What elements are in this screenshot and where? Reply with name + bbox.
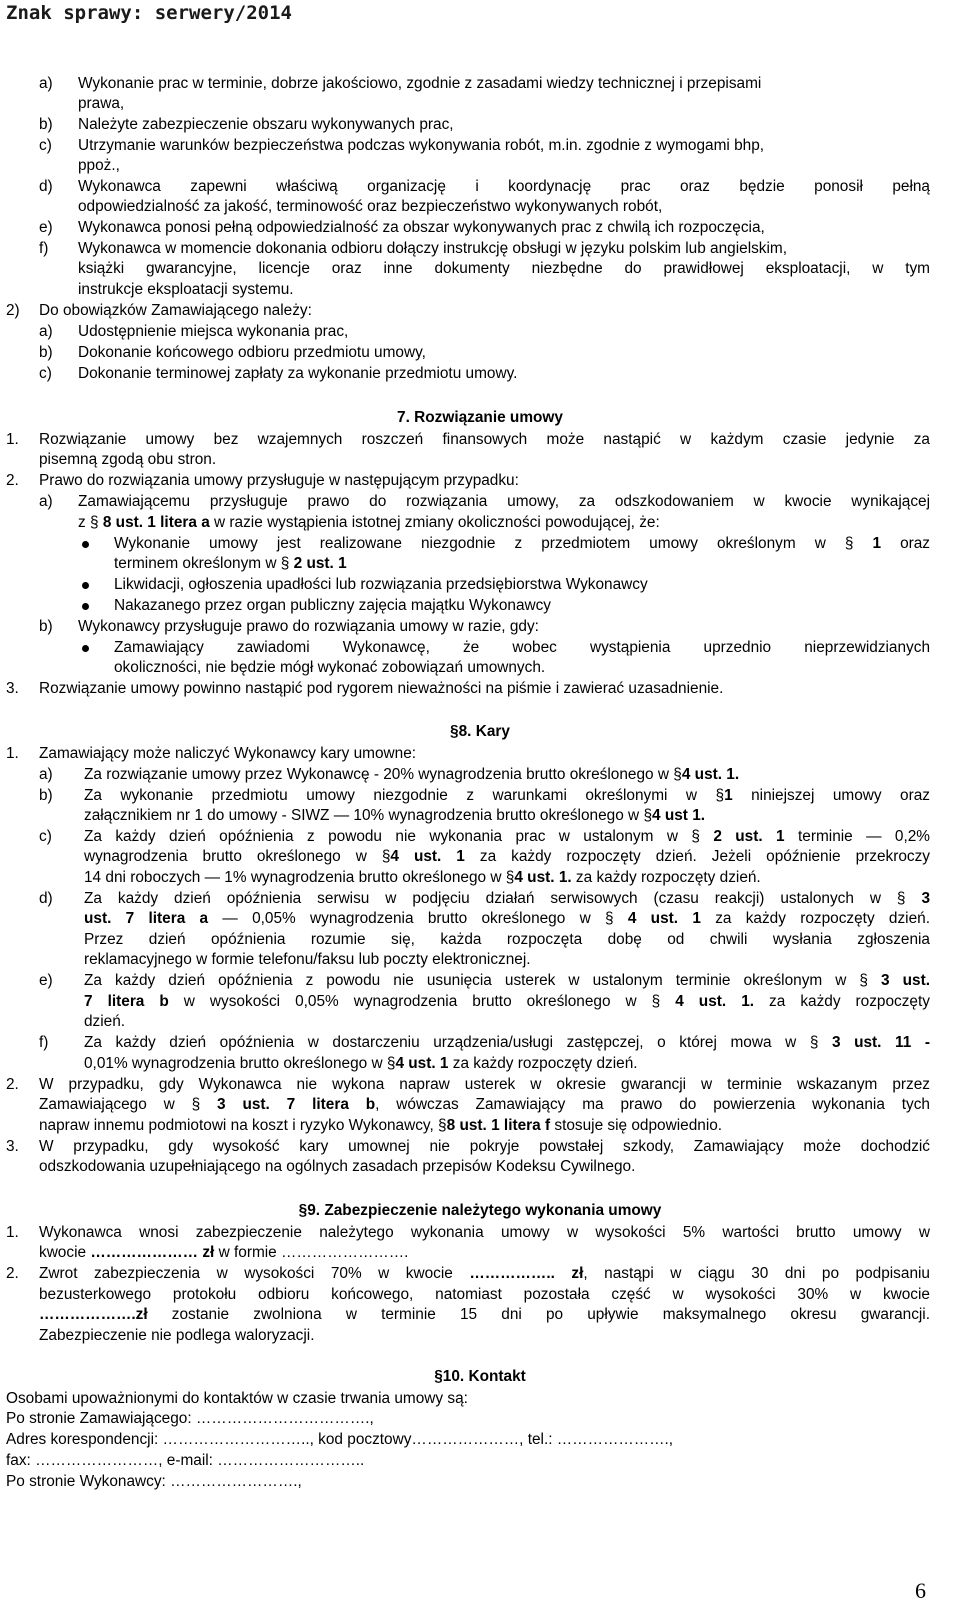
line: odpowiedzialność za jakość, terminowość oraz bezpieczeństwo wykonywanych robót, xyxy=(78,198,663,215)
label-3: 3. xyxy=(6,680,19,697)
line: 7 litera b w wysokości 0,05% wynagrodzenia brutto określonego w § 4 ust. 1. za każdy rozpoczęty xyxy=(84,993,930,1010)
label-b: b) xyxy=(39,787,53,804)
label-b: b) xyxy=(39,618,53,635)
line: odszkodowania uzupełniającego na ogólnych zasadach przepisów Kodeksu Cywilnego. xyxy=(39,1158,636,1175)
bullet-icon xyxy=(82,582,89,589)
line: z § 8 ust. 1 litera a w razie wystąpienia istotnej zmiany okoliczności powodującej, że: xyxy=(78,514,660,531)
line: Likwidacji, ogłoszenia upadłości lub rozwiązania przedsiębiorstwa Wykonawcy xyxy=(114,576,648,593)
label-b: b) xyxy=(39,116,53,133)
line: W przypadku, gdy Wykonawca nie wykona napraw usterek w okresie gwarancji w terminie wskazanym przez xyxy=(39,1076,930,1093)
line: Nakazanego przez organ publiczny zajęcia majątku Wykonawcy xyxy=(114,597,552,614)
label-1: 1. xyxy=(6,1224,19,1241)
line: W przypadku, gdy wysokość kary umownej nie pokryje powstałej szkody, Zamawiający może dochodzić xyxy=(39,1138,930,1155)
line: Zamawiający zawiadomi Wykonawcę, że wobec wystąpienia uprzednio nieprzewidzianych xyxy=(114,639,930,656)
label-2: 2. xyxy=(6,1265,19,1282)
line: Zabezpieczenie nie podlega waloryzacji. xyxy=(39,1327,315,1344)
line: fax: ……………………, e-mail: ……………………….. xyxy=(6,1452,365,1469)
section-10-heading: §10. Kontakt xyxy=(434,1368,526,1385)
line: Należyte zabezpieczenie obszaru wykonywanych prac, xyxy=(78,116,454,133)
line: bezusterkowego protokołu odbioru końcowego, natomiast pozostała część w wysokości 30% w kwocie xyxy=(39,1286,930,1303)
label-f: f) xyxy=(39,1034,49,1051)
line: Przez dzień opóźnienia rozumie się, każda rozpoczęta dobę od chwili wysłania zgłoszenia xyxy=(84,931,930,948)
line: Za każdy dzień opóźnienia serwisu w podjęciu działań serwisowych (czasu reakcji) ustalonych w § 3 xyxy=(84,890,930,907)
line: 0,01% wynagrodzenia brutto określonego w §4 ust. 1 za każdy rozpoczęty dzień. xyxy=(84,1055,638,1072)
line: Rozwiązanie umowy powinno nastąpić pod rygorem nieważności na piśmie i zawierać uzasadnienie. xyxy=(39,680,724,697)
line: Wykonawca w momencie dokonania odbioru dołączy instrukcję obsługi w języku polskim lub angielskim, xyxy=(78,240,788,257)
line: Po stronie Zamawiającego: ……………………………., xyxy=(6,1410,374,1427)
label-2: 2. xyxy=(6,1076,19,1093)
line: kwocie ………………… zł w formie ……………………. xyxy=(39,1244,409,1261)
label-a: a) xyxy=(39,766,53,783)
line: wynagrodzenia brutto określonego w §4 ust. 1 za każdy rozpoczęty dzień. Jeżeli opóźnienie przekroczy xyxy=(84,848,930,865)
line: ust. 7 litera a — 0,05% wynagrodzenia brutto określonego w § 4 ust. 1 za każdy rozpoczęty dzień. xyxy=(84,910,930,927)
label-a: a) xyxy=(39,493,53,510)
line: Za każdy dzień opóźnienia z powodu nie wykonania prac w ustalonym w § 2 ust. 1 terminie — 0,2% xyxy=(84,828,930,845)
line: Wykonawca zapewni właściwą organizację i koordynację prac oraz będzie ponosił pełną xyxy=(78,178,930,195)
line: terminem określonym w § 2 ust. 1 xyxy=(114,555,347,572)
line: Rozwiązanie umowy bez wzajemnych roszczeń finansowych może nastąpić w każdym czasie jedynie za xyxy=(39,431,930,448)
line: okoliczności, nie będzie mógł wykonać zobowiązań umownych. xyxy=(114,659,546,676)
line: Adres korespondencji: ……………………….., kod pocztowy…………………, tel.: …………………., xyxy=(6,1431,674,1448)
line: książki gwarancyjne, licencje oraz inne dokumenty niezbędne do prawidłowej eksploatacji, w tym xyxy=(78,260,930,277)
section-9-heading: §9. Zabezpieczenie należytego wykonania umowy xyxy=(298,1202,662,1219)
line: Wykonanie umowy jest realizowane niezgodnie z przedmiotem umowy określonym w § 1 oraz xyxy=(114,535,931,552)
label-2: 2) xyxy=(6,302,20,319)
line: Za wykonanie przedmiotu umowy niezgodnie z warunkami określonymi w §1 niniejszej umowy oraz xyxy=(84,787,930,804)
label-a: a) xyxy=(39,75,53,92)
line: Osobami upoważnionymi do kontaktów w czasie trwania umowy są: xyxy=(6,1390,468,1407)
line: Zwrot zabezpieczenia w wysokości 70% w kwocie …………….. zł, nastąpi w ciągu 30 dni po podpisaniu xyxy=(39,1265,930,1282)
line: Dokonanie terminowej zapłaty za wykonanie przedmiotu umowy. xyxy=(78,365,518,382)
bullet-icon xyxy=(82,603,89,610)
line: Za każdy dzień opóźnienia w dostarczeniu urządzenia/usługi zastępczej, o której mowa w § 3 ust. 11 - xyxy=(84,1034,930,1051)
line: Zamawiającemu przysługuje prawo do rozwiązania umowy, za odszkodowaniem w kwocie wynikającej xyxy=(78,493,930,510)
line: Dokonanie końcowego odbioru przedmiotu umowy, xyxy=(78,344,426,361)
case-number-title: Znak sprawy: serwery/2014 xyxy=(6,2,292,24)
line: instrukcje eksploatacji systemu. xyxy=(78,281,294,298)
line: prawa, xyxy=(78,95,125,112)
label-d: d) xyxy=(39,890,53,907)
label-c: c) xyxy=(39,828,52,845)
label-1: 1. xyxy=(6,745,19,762)
line: dzień. xyxy=(84,1013,126,1030)
label-f: f) xyxy=(39,240,49,257)
line: Wykonawca ponosi pełną odpowiedzialność za obszar wykonywanych prac z chwilą ich rozpoczęcia, xyxy=(78,219,765,236)
line: Zamawiający może naliczyć Wykonawcy kary umowne: xyxy=(39,745,417,762)
label-c: c) xyxy=(39,137,52,154)
label-e: e) xyxy=(39,219,53,236)
label-e: e) xyxy=(39,972,53,989)
label-b: b) xyxy=(39,344,53,361)
line: załącznikiem nr 1 do umowy - SIWZ — 10% wynagrodzenia brutto określonego w §4 ust 1. xyxy=(84,807,706,824)
line: pisemną zgodą obu stron. xyxy=(39,451,217,468)
page-header xyxy=(0,0,960,28)
page-number: 6 xyxy=(915,1578,926,1603)
line: Wykonawcy przysługuje prawo do rozwiązania umowy w razie, gdy: xyxy=(78,618,539,635)
label-d: d) xyxy=(39,178,53,195)
line: Prawo do rozwiązania umowy przysługuje w następującym przypadku: xyxy=(39,472,519,489)
label-c: c) xyxy=(39,365,52,382)
line: Utrzymanie warunków bezpieczeństwa podczas wykonywania robót, m.in. zgodnie z wymogami bhp, xyxy=(78,137,765,154)
line: ppoż., xyxy=(78,157,120,174)
line: ……………….zł zostanie zwolniona w terminie 15 dni po upływie maksymalnego okresu gwarancji. xyxy=(39,1306,930,1323)
label-1: 1. xyxy=(6,431,19,448)
section-8-heading: §8. Kary xyxy=(450,723,510,740)
line: 14 dni roboczych — 1% wynagrodzenia brutto określonego w §4 ust. 1. za każdy rozpoczęty dzień. xyxy=(84,869,761,886)
bullet-icon xyxy=(82,645,89,652)
label-a: a) xyxy=(39,323,53,340)
line: Udostępnienie miejsca wykonania prac, xyxy=(78,323,349,340)
line: Wykonawca wnosi zabezpieczenie należytego wykonania umowy w wysokości 5% wartości brutto umowy w xyxy=(39,1224,930,1241)
section-7-heading: 7. Rozwiązanie umowy xyxy=(397,409,563,426)
bullet-icon xyxy=(82,541,89,548)
label-3: 3. xyxy=(6,1138,19,1155)
label-2: 2. xyxy=(6,472,19,489)
line: Wykonanie prac w terminie, dobrze jakościowo, zgodnie z zasadami wiedzy technicznej i przepisami xyxy=(78,75,762,92)
line: Do obowiązków Zamawiającego należy: xyxy=(39,302,312,319)
line: Zamawiającego w § 3 ust. 7 litera b, wówczas Zamawiający ma prawo do powierzenia wykonania tych xyxy=(39,1096,930,1113)
line: Po stronie Wykonawcy: ……………………., xyxy=(6,1473,302,1490)
line: Za każdy dzień opóźnienia z powodu nie usunięcia usterek w ustalonym terminie określonym w § 3 ust. xyxy=(84,972,930,989)
line: reklamacyjnego w formie telefonu/faksu lub poczty elektronicznej. xyxy=(84,951,531,968)
line: napraw innemu podmiotowi na koszt i ryzyko Wykonawcy, §8 ust. 1 litera f stosuje się odpowiednio. xyxy=(39,1117,723,1134)
line: Za rozwiązanie umowy przez Wykonawcę - 20% wynagrodzenia brutto określonego w §4 ust. 1. xyxy=(84,766,740,783)
document-body xyxy=(0,42,960,1572)
